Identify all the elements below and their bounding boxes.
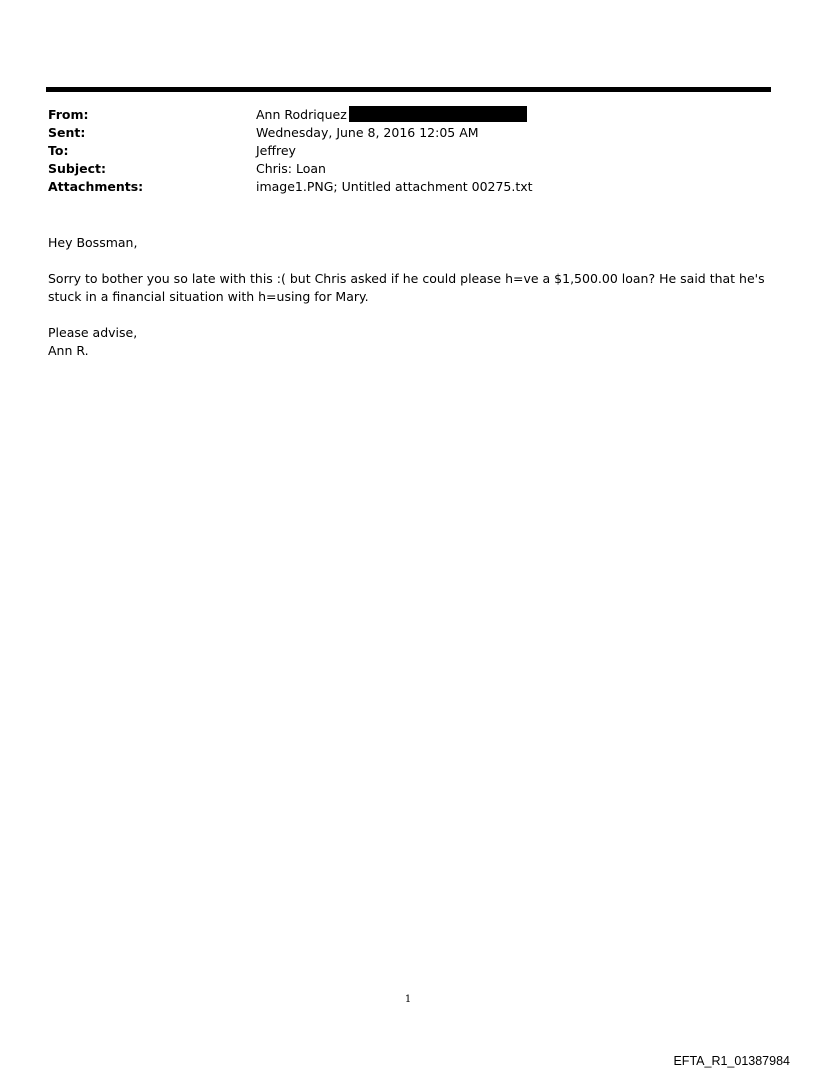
header-row-attachments [48, 178, 768, 196]
attachments-value: image1.PNG; Untitled attachment 00275.txt [256, 179, 533, 194]
to-value: Jeffrey [256, 143, 296, 158]
email-closing: Please advise, [48, 325, 138, 340]
email-header [48, 106, 768, 196]
from-value-wrap [256, 106, 527, 124]
header-divider [46, 87, 771, 92]
page-number: 1 [404, 994, 412, 1005]
email-signature: Ann R. [48, 343, 89, 358]
subject-value: Chris: Loan [256, 161, 326, 176]
bates-number: EFTA_R1_01387984 [673, 1054, 790, 1068]
to-label: To: [48, 143, 69, 158]
email-greeting: Hey Bossman, [48, 235, 138, 250]
sent-value: Wednesday, June 8, 2016 12:05 AM [256, 125, 479, 140]
email-body [48, 234, 773, 360]
header-row-to [48, 142, 768, 160]
from-value: Ann Rodriquez [256, 107, 347, 122]
sent-label: Sent: [48, 125, 86, 140]
email-message: Sorry to bother you so late with this :( but Chris asked if he could please h=ve a $1,500.00 loan? He said that he's stuck in a financial situation with h=using for Mary. [48, 271, 765, 304]
attachments-label: Attachments: [48, 179, 144, 194]
header-row-sent [48, 124, 768, 142]
header-row-subject [48, 160, 768, 178]
redaction-block [349, 106, 527, 122]
subject-label: Subject: [48, 161, 106, 176]
from-label: From: [48, 107, 89, 122]
header-row-from [48, 106, 768, 124]
